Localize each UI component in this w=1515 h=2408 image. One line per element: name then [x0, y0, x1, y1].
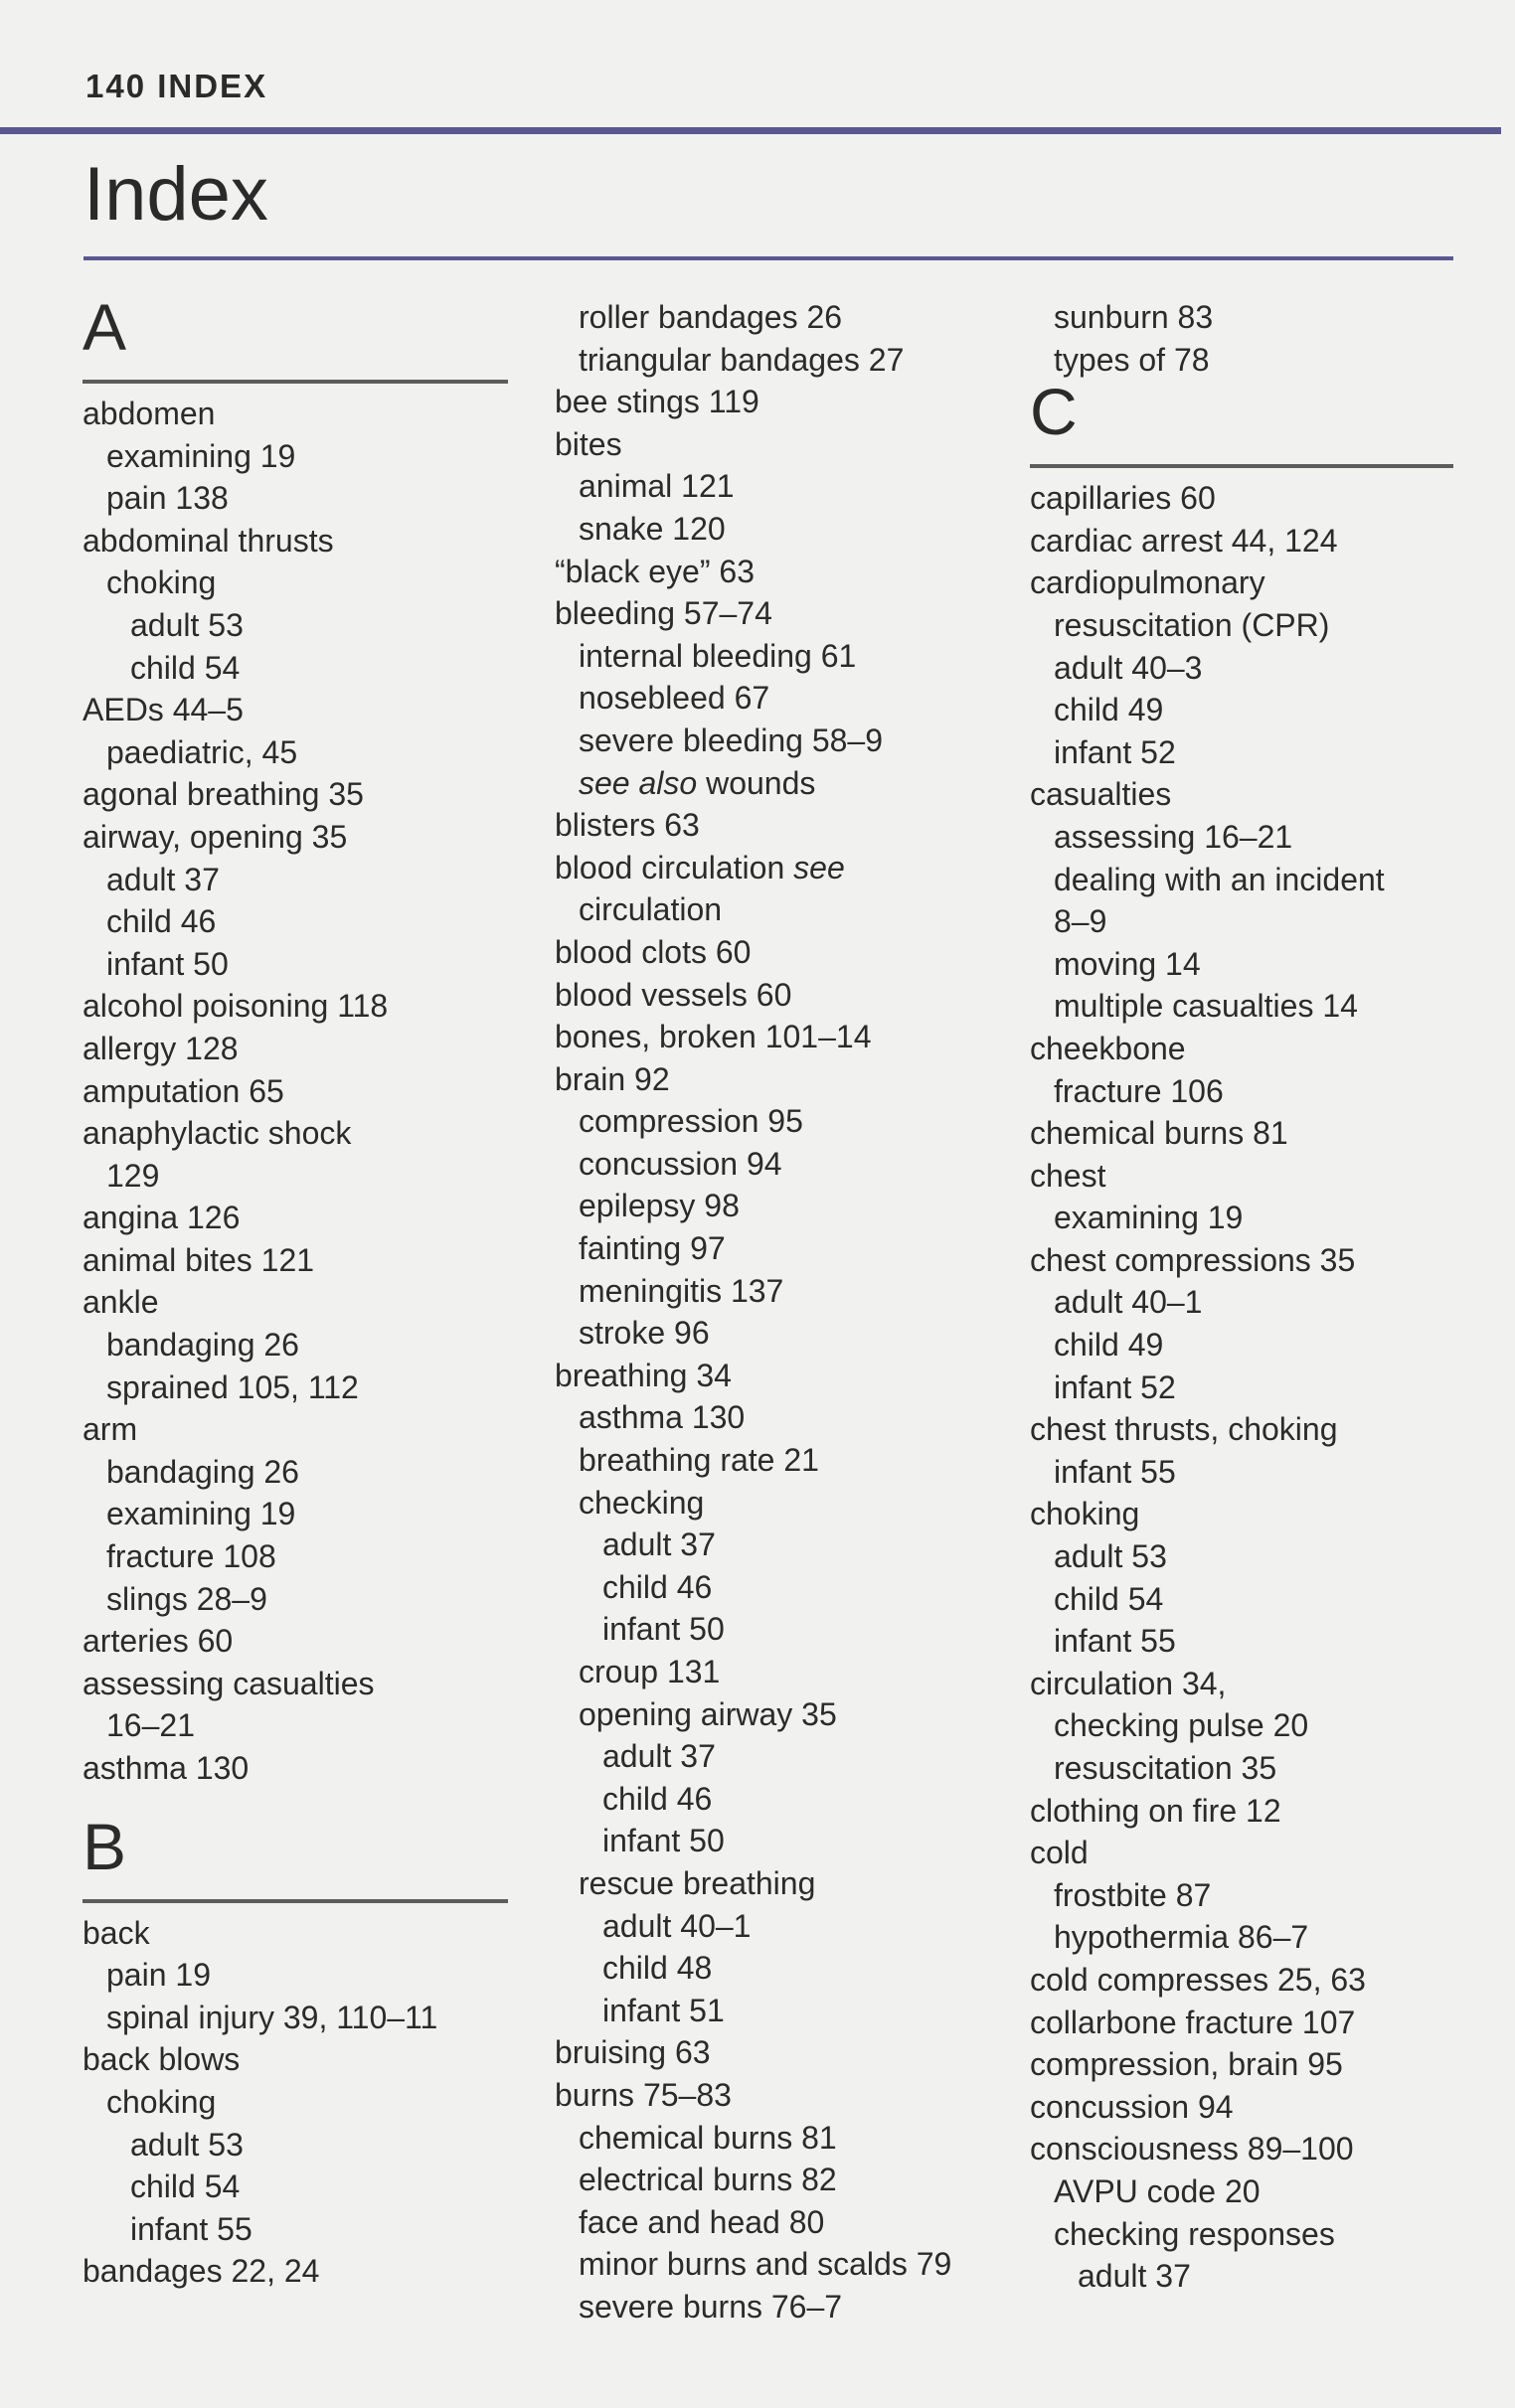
index-subentry: child 46: [602, 1568, 713, 1605]
index-subentry: adult 40–1: [1054, 1284, 1203, 1321]
cross-reference: see also: [579, 764, 698, 801]
index-subentry: examining 19: [106, 1496, 296, 1532]
index-subentry: examining 19: [106, 437, 296, 474]
section-letter: B: [83, 1809, 127, 1883]
index-subentry: pain 19: [106, 1957, 211, 1994]
section-heading-b: [83, 1809, 540, 1912]
index-entry: blood vessels 60: [555, 976, 792, 1013]
index-subentry: croup 131: [579, 1654, 721, 1689]
index-subentry: multiple casualties 14: [1054, 988, 1358, 1025]
index-subentry: frostbite 87: [1054, 1876, 1212, 1913]
index-entry: bruising 63: [555, 2034, 711, 2071]
index-subentry: fainting 97: [579, 1230, 726, 1267]
index-subentry: child 54: [130, 649, 241, 686]
index-subentry: epilepsy 98: [579, 1188, 740, 1224]
index-entry: animal bites 121: [83, 1241, 315, 1278]
index-subentry: choking: [106, 564, 217, 601]
index-entry: casualties: [1030, 776, 1172, 813]
index-subentry: adult 40–3: [1054, 649, 1203, 686]
index-subentry: child 49: [1054, 692, 1164, 728]
index-subentry: snake 120: [579, 510, 726, 547]
index-subentry: infant 50: [106, 945, 229, 982]
section-letter: A: [83, 290, 127, 364]
index-subentry: electrical burns 82: [579, 2162, 837, 2198]
index-subentry: severe burns 76–7: [579, 2288, 843, 2325]
index-subentry: infant 55: [1054, 1623, 1176, 1660]
index-entry: blisters 63: [555, 807, 700, 844]
index-entry: chemical burns 81: [1030, 1115, 1288, 1152]
index-subentry: 129: [106, 1157, 160, 1194]
index-subentry: circulation: [579, 891, 723, 928]
header-rule: [0, 127, 1501, 134]
index-entry: choking: [1030, 1496, 1140, 1532]
index-subentry: [555, 762, 1012, 805]
section-rule: [83, 1899, 508, 1903]
index-subentry: chemical burns 81: [579, 2119, 837, 2156]
index-subentry: adult 40–1: [602, 1907, 752, 1944]
index-subentry: triangular bandages 27: [579, 341, 905, 378]
index-subentry: adult 37: [602, 1738, 716, 1775]
index-column-3: [1030, 296, 1487, 2298]
index-subentry: child 54: [130, 2168, 241, 2205]
index-column-1: [83, 290, 540, 2293]
index-entry: back blows: [83, 2041, 241, 2078]
index-entry: burns 75–83: [555, 2076, 732, 2113]
index-entry: compression, brain 95: [1030, 2046, 1343, 2083]
index-subentry: adult 37: [106, 861, 220, 897]
index-subentry: infant 50: [602, 1611, 725, 1648]
index-subentry: spinal injury 39, 110–11: [106, 1999, 438, 2035]
index-subentry: opening airway 35: [579, 1695, 837, 1732]
index-subentry: infant 50: [602, 1823, 725, 1859]
index-subentry: animal 121: [579, 468, 735, 505]
index-subentry: slings 28–9: [106, 1580, 267, 1617]
index-subentry: resuscitation (CPR): [1054, 606, 1330, 643]
index-entry: assessing casualties: [83, 1665, 375, 1701]
index-entry: chest compressions 35: [1030, 1241, 1356, 1278]
index-subentry: adult 37: [1078, 2258, 1191, 2295]
index-subentry: fracture 108: [106, 1538, 276, 1575]
index-subentry: compression 95: [579, 1103, 803, 1140]
index-subentry: bandaging 26: [106, 1453, 299, 1490]
index-column-2: [555, 296, 1012, 2328]
index-entry: collarbone fracture 107: [1030, 2004, 1356, 2040]
index-subentry: child 46: [106, 903, 217, 940]
index-subentry: fracture 106: [1054, 1072, 1224, 1109]
index-entry: [555, 847, 1012, 889]
section-heading-a: [83, 290, 540, 393]
index-entry: ankle: [83, 1284, 159, 1321]
index-subentry: infant 55: [1054, 1453, 1176, 1490]
index-entry: “black eye” 63: [555, 553, 755, 589]
running-head: 140 INDEX: [85, 68, 268, 104]
index-subentry: adult 53: [130, 2126, 244, 2163]
index-entry: abdominal thrusts: [83, 522, 334, 559]
index-subentry: asthma 130: [579, 1399, 746, 1436]
index-entry: arteries 60: [83, 1623, 234, 1660]
index-subentry: infant 52: [1054, 1368, 1176, 1405]
index-subentry: meningitis 137: [579, 1272, 784, 1309]
index-entry: abdomen: [83, 396, 216, 431]
index-subentry: infant 52: [1054, 733, 1176, 770]
index-entry: anaphylactic shock: [83, 1115, 352, 1152]
index-entry: bleeding 57–74: [555, 595, 772, 632]
index-entry: agonal breathing 35: [83, 776, 364, 813]
page-title: Index: [84, 152, 268, 237]
index-subentry: internal bleeding 61: [579, 637, 857, 674]
index-subentry: bandaging 26: [106, 1327, 299, 1364]
index-entry: chest: [1030, 1157, 1106, 1194]
index-entry: bones, broken 101–14: [555, 1019, 872, 1055]
title-rule: [84, 256, 1453, 260]
index-subentry: moving 14: [1054, 945, 1201, 982]
entry-text: blood circulation: [555, 849, 785, 885]
index-subentry: adult 53: [1054, 1538, 1167, 1575]
index-subentry: examining 19: [1054, 1200, 1244, 1236]
index-entry: arm: [83, 1411, 138, 1448]
index-subentry: adult 53: [130, 606, 244, 643]
index-subentry: concussion 94: [579, 1145, 782, 1182]
index-subentry: roller bandages 26: [579, 299, 843, 335]
index-entry: capillaries 60: [1030, 480, 1216, 517]
index-entry: back: [83, 1914, 150, 1951]
index-entry: angina 126: [83, 1200, 241, 1236]
entry-text: wounds: [706, 764, 816, 801]
index-subentry: hypothermia 86–7: [1054, 1919, 1309, 1956]
index-entry: bee stings 119: [555, 384, 759, 420]
index-entry: allergy 128: [83, 1030, 239, 1066]
index-entry: amputation 65: [83, 1072, 284, 1109]
section-heading-c: [1030, 375, 1487, 477]
index-entry: bandages 22, 24: [83, 2253, 320, 2290]
index-subentry: rescue breathing: [579, 1864, 816, 1901]
index-subentry: types of 78: [1054, 341, 1210, 378]
index-entry: cardiopulmonary: [1030, 564, 1265, 601]
index-subentry: AVPU code 20: [1054, 2172, 1261, 2209]
index-entry: cheekbone: [1030, 1030, 1186, 1066]
index-subentry: sprained 105, 112: [106, 1368, 359, 1405]
index-entry: circulation 34,: [1030, 1665, 1227, 1701]
index-entry: asthma 130: [83, 1750, 250, 1786]
index-subentry: breathing rate 21: [579, 1442, 819, 1479]
index-subentry: assessing 16–21: [1054, 818, 1293, 855]
index-subentry: infant 55: [130, 2210, 252, 2247]
index-subentry: choking: [106, 2083, 217, 2120]
index-subentry: checking responses: [1054, 2215, 1335, 2252]
section-rule: [83, 380, 508, 384]
index-subentry: child 49: [1054, 1327, 1164, 1364]
index-subentry: face and head 80: [579, 2203, 825, 2240]
section-rule: [1030, 464, 1453, 468]
index-entry: brain 92: [555, 1060, 670, 1097]
index-subentry: resuscitation 35: [1054, 1750, 1277, 1786]
index-entry: consciousness 89–100: [1030, 2131, 1354, 2167]
index-entry: chest thrusts, choking: [1030, 1411, 1338, 1448]
index-subentry: checking pulse 20: [1054, 1707, 1309, 1744]
index-subentry: minor burns and scalds 79: [579, 2246, 952, 2283]
index-subentry: dealing with an incident: [1054, 861, 1385, 897]
index-subentry: infant 51: [602, 1992, 725, 2028]
index-subentry: paediatric, 45: [106, 733, 298, 770]
index-entry: cold: [1030, 1835, 1089, 1871]
index-entry: blood clots 60: [555, 933, 752, 970]
index-entry: cardiac arrest 44, 124: [1030, 522, 1338, 559]
index-subentry: nosebleed 67: [579, 680, 770, 717]
index-subentry: 16–21: [106, 1707, 195, 1744]
index-entry: bites: [555, 425, 622, 462]
index-subentry: adult 37: [602, 1526, 716, 1563]
index-subentry: checking: [579, 1484, 705, 1521]
index-entry: AEDs 44–5: [83, 692, 244, 728]
index-subentry: stroke 96: [579, 1315, 710, 1352]
index-subentry: sunburn 83: [1054, 299, 1214, 335]
index-subentry: child 46: [602, 1780, 713, 1817]
index-entry: cold compresses 25, 63: [1030, 1961, 1366, 1998]
cross-reference: see: [793, 849, 845, 885]
section-letter: C: [1030, 375, 1078, 449]
index-entry: clothing on fire 12: [1030, 1792, 1281, 1829]
index-subentry: pain 138: [106, 480, 229, 517]
index-subentry: 8–9: [1054, 903, 1107, 940]
index-entry: concussion 94: [1030, 2088, 1234, 2125]
index-subentry: severe bleeding 58–9: [579, 722, 884, 758]
index-entry: airway, opening 35: [83, 818, 348, 855]
index-subentry: child 54: [1054, 1580, 1164, 1617]
index-subentry: child 48: [602, 1950, 713, 1987]
index-entry: alcohol poisoning 118: [83, 988, 389, 1025]
index-entry: breathing 34: [555, 1357, 732, 1393]
